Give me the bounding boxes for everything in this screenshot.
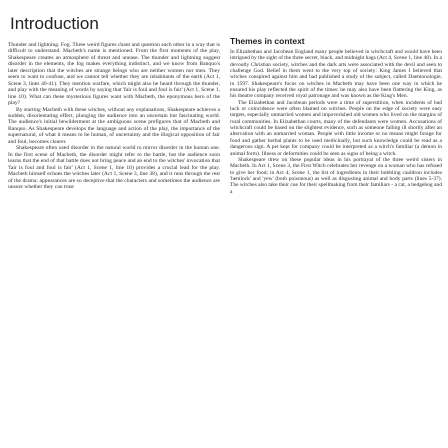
intro-paragraph-3: Shakespeare often used disorder in the natural world to mirror disorder in the human one. In the first scene of Macbeth, the disorder might refer to the battle, but the audience soon learns that the end of that battle does not bring peace and an end to the witches' invocation that 'fair is foul and foul is fair' (Act 1, Scene 1, line 10) provides a crucial lead for the play. Macbeth himself echoes the witches later (Act 1, Scene 3, line 38), and it runs through the rest of the drama: appearances are so deceptive that the characters and sometimes the audience are unsure whether they can trust <box>8 145 220 190</box>
themes-paragraph-2: The Elizabethan and Jacobean periods were a time of superstition, when incidents of bad luck or coincidence were often blamed on witches. People on the edge of society were easy targets, especially unmarried women and impoverished old women who lived on the margins of rural communities. In Elizabethan courts, many of the defendants were women. Accusations of witchcraft could be based on the slightest evidence, such as someone falling ill shortly after an altercation with an unmarried woman. People with little income or no means might forage for food and gather herbal plants to be used medicinally, but such knowledge could be read as a dangerous sign. A pet kept for company could be interpreted as a witch's familiar (a demon in animal form). Illness or deformities could be seen as signs of being a witch. <box>230 99 442 157</box>
themes-in-context-heading: Themes in context <box>230 36 305 46</box>
themes-paragraph-3: Shakespeare drew on these popular ideas in his portrayal of the three weird sisters in Macbeth. In Act 1, Scene 3, the First Witch celebrates her revenge on a woman who has refused to give her food; in Act 4, Scene 1, the list of ingredients in their bubbling cauldron includes 'hemlock' and 'yew' (both poisonous) as well as disgusting animal and body parts (lines 5-37). The witches also take their cue for their spellmaking from their familiars - a cat, a hedgehog and a <box>230 156 442 195</box>
left-column <box>8 0 220 190</box>
introduction-heading: Introduction <box>10 14 99 33</box>
intro-paragraph-2: By starting Macbeth with these witches, without any explanations, Shakespeare achieves a sudden, disorientating effect, plunging the audience into an uncertain but fascinating world. The audience's initial bewilderment at the ambiguous scene prefigures that of Macbeth and Banquo. As Shakespeare develops the language and action of the play, the importance of the supernatural, of what it means to be human, of uncertainty and the illogical opposition of fair and foul, becomes clearer. <box>8 106 220 145</box>
intro-paragraph-1: Thunder and lightning. Fog. Three weird figures chant and question each other in a way that is difficult to understand. Macbeth's name is mentioned. From the first moments of the play, Shakespeare creates an atmosphere of threat and unease. The thunder and lightning suggest disorder in the elements, the fog makes everything indistinct, and we know from Banquo's later description that the witches are strange beings who are neither women nor men. They seem to want to confuse, and we cannot tell whether they are inhabitants of the earth (Act 1, Scene 3, lines 40-41). They mention warfare, which might also be heard through the thunder, and play with the meaning of words by saying that 'fair is foul and foul is fair' (Act 1, Scene 1, line 10). What can these mysterious figures want with Macbeth, the eponymous hero of the play? <box>8 42 220 107</box>
right-column <box>230 0 442 195</box>
themes-paragraph-1: In Elizabethan and Jacobean England many people believed in witchcraft and would have been intrigued by the sight of the three secret, black, and midnight hags (Act 4, Scene 1, line 48). In a devoutly Christian society, witches and the dark arts were associated with the devil and seen to challenge God. Belief in them went to the very top of society: King James I believed that witches conspired against him and had published a study of the subject, called Daemonologie, in 1597. Shakespeare's focus on witches in Macbeth may have been one way in which he ensured his play reflected the spirit of the times: he may also have been flattering the King, as his theatre company received royal patronage and was known as the King's Men. <box>230 49 442 100</box>
